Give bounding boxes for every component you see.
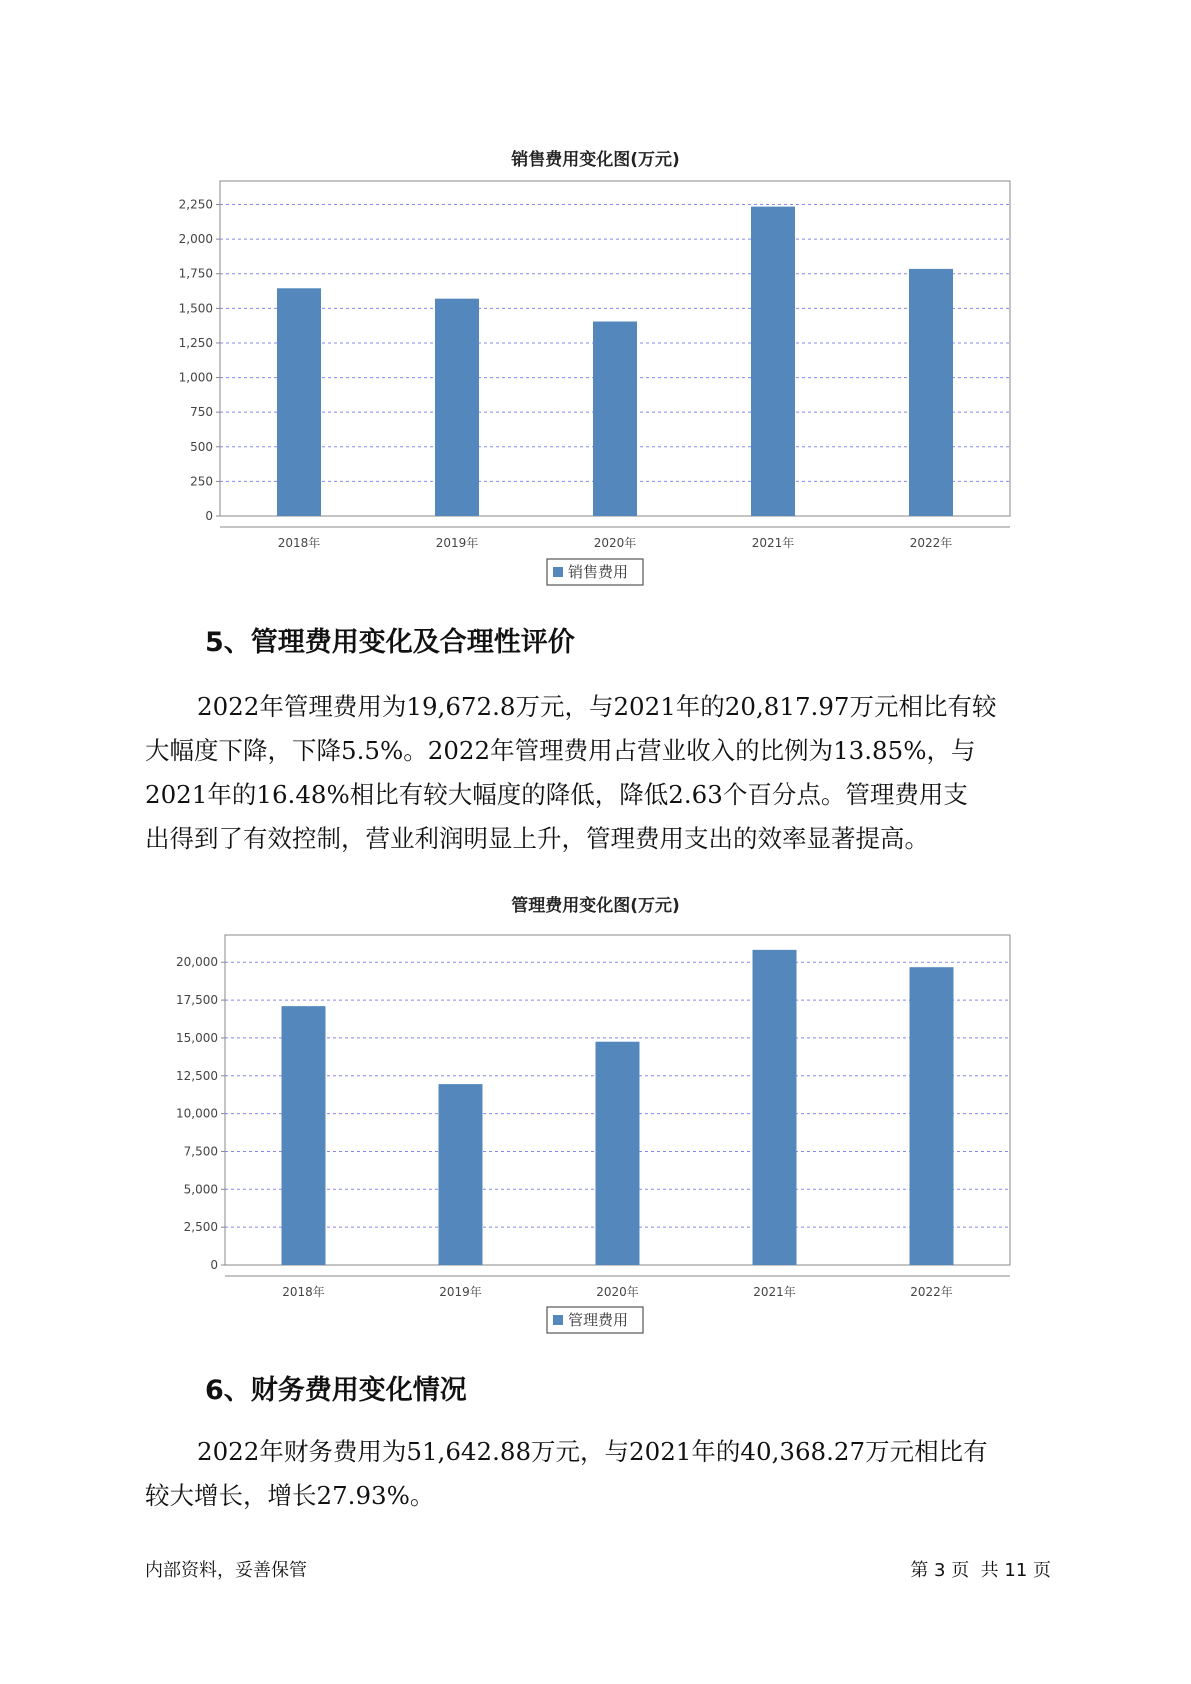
y-tick-label: 1,750: [178, 266, 213, 281]
section5-paragraph: [145, 685, 1045, 861]
x-tick-label: 2018年: [277, 536, 321, 550]
y-tick-label: 1,000: [178, 370, 213, 385]
y-tick-label: 2,500: [183, 1220, 218, 1235]
section5-line: 2022年管理费用为19,672.8万元，与2021年的20,817.97万元相比有较: [197, 692, 997, 721]
y-tick-label: 1,250: [178, 335, 213, 350]
y-tick-label: 2,000: [178, 232, 213, 247]
y-tick-label: 5,000: [183, 1182, 218, 1197]
x-tick-label: 2021年: [751, 536, 795, 550]
y-tick-label: 2,250: [178, 197, 213, 212]
legend-label: 管理费用: [568, 1311, 629, 1329]
bar: [753, 950, 797, 1265]
section6-heading: 6、财务费用变化情况: [205, 1375, 467, 1406]
bar: [909, 269, 953, 516]
y-tick-label: 10,000: [176, 1106, 218, 1121]
y-tick-label: 7,500: [183, 1144, 218, 1159]
section5-line: 大幅度下降，下降5.5%。2022年管理费用占营业收入的比例为13.85%，与: [145, 736, 976, 765]
x-tick-label: 2018年: [282, 1285, 325, 1299]
bar: [751, 207, 795, 516]
y-tick-label: 1,500: [178, 301, 213, 316]
legend-label: 销售费用: [568, 563, 629, 581]
admin-expense-chart: [0, 918, 1191, 1338]
chart2-title: 管理费用变化图(万元): [511, 896, 680, 916]
section5-line: 2021年的16.48%相比有较大幅度的降低，降低2.63个百分点。管理费用支: [145, 780, 968, 809]
y-tick-label: 0: [205, 509, 213, 523]
bar: [277, 288, 321, 516]
y-tick-label: 12,500: [176, 1068, 218, 1083]
x-tick-label: 2022年: [909, 536, 953, 550]
bar: [596, 1042, 640, 1265]
section6-line: 2022年财务费用为51,642.88万元，与2021年的40,368.27万元相比有: [197, 1437, 988, 1466]
legend-swatch: [553, 567, 563, 577]
section6-paragraph: [145, 1430, 1045, 1518]
bar: [439, 1084, 483, 1265]
x-tick-label: 2019年: [439, 1285, 482, 1299]
bar: [593, 322, 637, 516]
y-tick-label: 20,000: [176, 955, 218, 970]
section6-line: 较大增长，增长27.93%。: [145, 1481, 435, 1510]
footer-confidential: 内部资料，妥善保管: [145, 1560, 307, 1581]
bar: [435, 299, 479, 516]
bar: [282, 1006, 326, 1265]
footer-page-number: 第 3 页 共 11 页: [910, 1560, 1051, 1581]
legend-swatch: [553, 1315, 563, 1325]
x-tick-label: 2022年: [910, 1285, 953, 1299]
x-tick-label: 2021年: [753, 1285, 796, 1299]
y-tick-label: 750: [190, 405, 213, 420]
x-tick-label: 2020年: [593, 536, 637, 550]
y-tick-label: 0: [210, 1258, 218, 1272]
y-tick-label: 500: [190, 439, 213, 454]
x-tick-label: 2020年: [596, 1285, 639, 1299]
sales-expense-chart: [0, 170, 1191, 590]
y-tick-label: 15,000: [176, 1030, 218, 1045]
section5-line: 出得到了有效控制，营业利润明显上升，管理费用支出的效率显著提高。: [145, 824, 929, 853]
section5-heading: 5、管理费用变化及合理性评价: [205, 627, 575, 658]
y-tick-label: 250: [190, 474, 213, 489]
y-tick-label: 17,500: [176, 993, 218, 1008]
bar: [910, 967, 954, 1265]
x-tick-label: 2019年: [435, 536, 479, 550]
chart1-title: 销售费用变化图(万元): [511, 150, 680, 170]
